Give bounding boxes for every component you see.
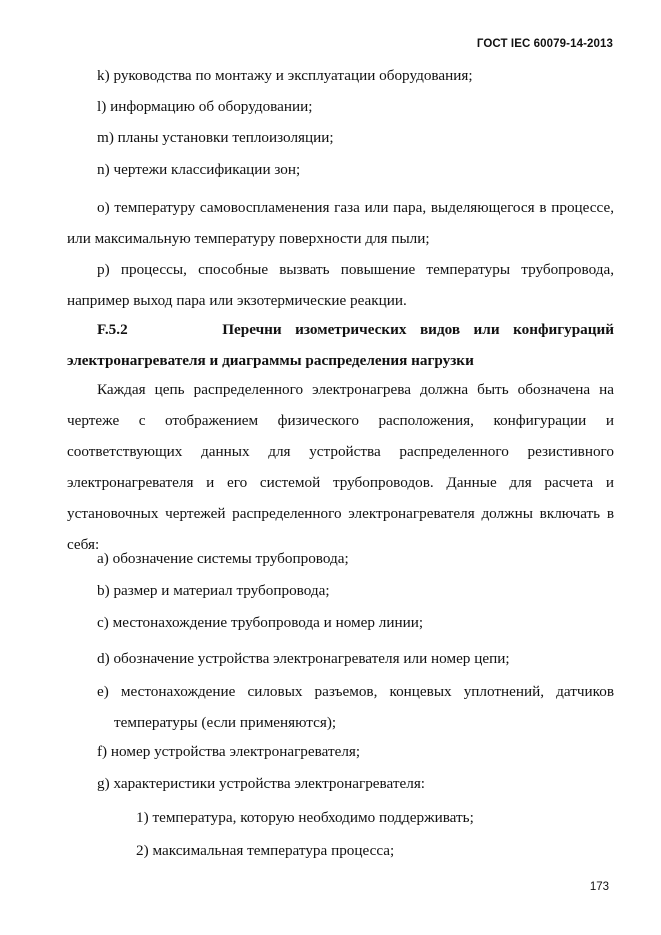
section-number: F.5.2 — [97, 321, 128, 338]
list-item-d: d) обозначение устройства электронагревателя или номер цепи; — [97, 650, 510, 667]
list-item-f: f) номер устройства электронагревателя; — [97, 743, 361, 760]
list-item-c: c) местонахождение трубопровода и номер линии; — [97, 614, 424, 631]
list-item-g: g) характеристики устройства электронагревателя: — [97, 775, 426, 792]
list-item-n: n) чертежи классификации зон; — [97, 161, 301, 178]
document-header: ГОСТ IEC 60079-14-2013 — [476, 38, 613, 50]
list-item-a: a) обозначение системы трубопровода; — [97, 550, 349, 567]
sub-item-1: 1) температура, которую необходимо поддерживать; — [136, 809, 474, 826]
list-item-l: l) информацию об оборудовании; — [97, 98, 313, 115]
list-item-b: b) размер и материал трубопровода; — [97, 582, 330, 599]
list-item-k: k) руководства по монтажу и эксплуатации оборудования; — [97, 67, 473, 84]
section-title-line1: Перечни изометрических видов или конфигураций — [222, 321, 615, 338]
list-item-e: e) местонахождение силовых разъемов, концевых уплотнений, датчиков температуры (если применяются); — [97, 683, 614, 731]
page-number: 173 — [589, 881, 609, 893]
list-item-m: m) планы установки теплоизоляции; — [97, 129, 334, 146]
body-paragraph: Каждая цепь распределенного электронагрева должна быть обозначена на чертеже с отображением физического расположения, конфигурации и соответствующих данных для устройства распределенного резистивного электронагревателя и его системой трубопроводов. Данные для расчета и установочных чертежей распределенного электронагревателя должны включать в себя: — [67, 381, 614, 553]
section-title-line2: электронагревателя и диаграммы распределения нагрузки — [67, 352, 474, 369]
list-item-p: p) процессы, способные вызвать повышение температуры трубопровода, например выход пара или экзотермические реакции. — [67, 261, 614, 309]
sub-item-2: 2) максимальная температура процесса; — [136, 842, 395, 859]
section-heading — [67, 314, 614, 376]
list-item-o: o) температуру самовоспламенения газа или пара, выделяющегося в процессе, или максимальную температуру поверхности для пыли; — [67, 199, 614, 247]
